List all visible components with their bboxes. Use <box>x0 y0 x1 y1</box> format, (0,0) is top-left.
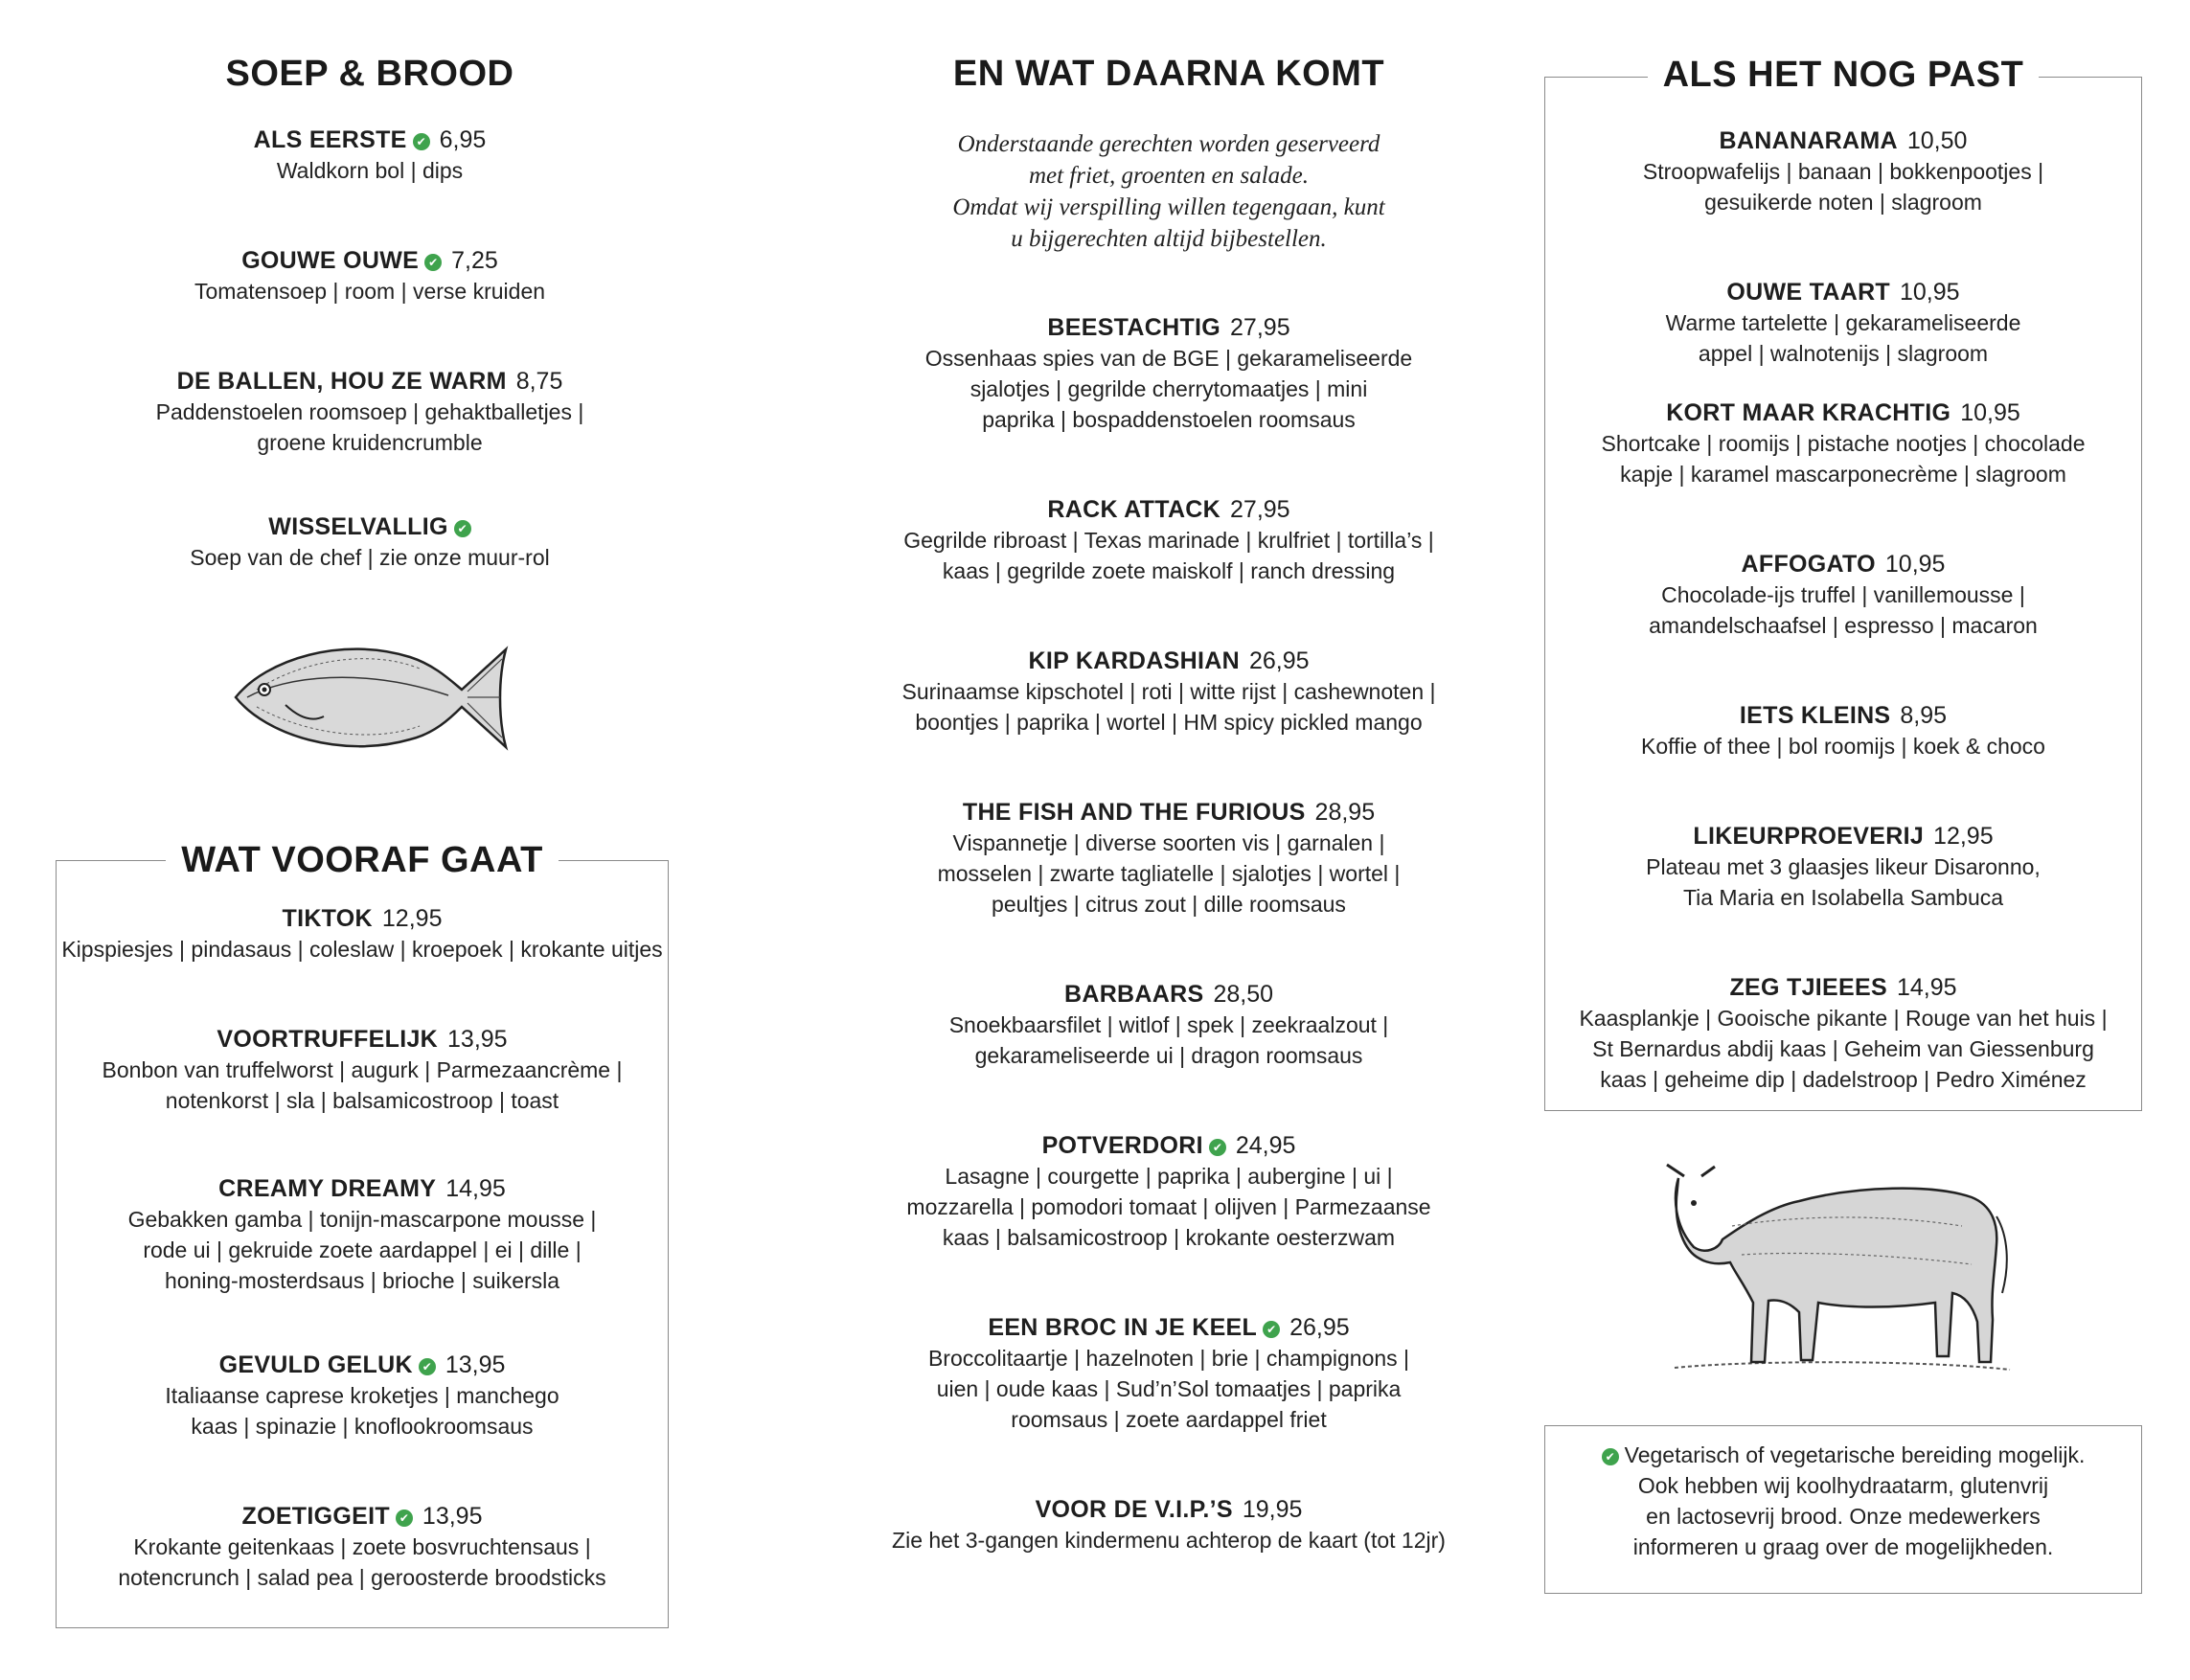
menu-item-description: Paddenstoelen roomsoep | gehaktballetjes | <box>155 399 584 424</box>
flatfish-icon <box>228 630 512 764</box>
menu-item-header <box>824 1130 1514 1161</box>
menu-item-price: 13,95 <box>422 1503 483 1530</box>
menu-item-description: kaas | gegrilde zoete maiskolf | ranch dressing <box>942 558 1396 583</box>
menu-item <box>824 494 1514 586</box>
menu-item-description: Gebakken gamba | tonijn-mascarpone mousse | <box>127 1207 597 1232</box>
note-text: en lactosevrij brood. Onze medewerkers <box>1646 1504 2041 1529</box>
menu-item-header <box>56 245 684 276</box>
menu-item-description: honing-mosterdsaus | brioche | suikersla <box>164 1268 560 1293</box>
menu-item-price: 26,95 <box>1248 647 1310 674</box>
menu-item-name: KORT MAAR KRACHTIG <box>1666 399 1951 426</box>
menu-item-name: BEESTACHTIG <box>1047 314 1221 341</box>
menu-item <box>1545 700 2141 761</box>
menu-item-header <box>56 125 684 155</box>
menu-item-name: BANANARAMA <box>1719 127 1898 154</box>
vegetarian-leaf-icon: ✔ <box>419 1358 436 1375</box>
menu-item-description: Koffie of thee | bol roomijs | koek & choco <box>1641 734 2045 759</box>
menu-item-header <box>57 1024 668 1055</box>
menu-item-description: roomsaus | zoete aardappel friet <box>1011 1407 1327 1432</box>
intro-text <box>824 128 1514 255</box>
cow-illustration <box>1655 1159 2019 1385</box>
menu-item-header <box>57 903 668 934</box>
menu-item-name: WISSELVALLIG <box>268 513 448 540</box>
menu-item-name: THE FISH AND THE FURIOUS <box>962 799 1306 826</box>
menu-item-description: Chocolade-ijs truffel | vanillemousse | <box>1661 582 2025 607</box>
menu-item-header <box>824 1494 1514 1525</box>
vegetarian-leaf-icon: ✔ <box>1209 1139 1226 1156</box>
menu-item-description: Kaasplankje | Gooische pikante | Rouge van het huis | <box>1579 1006 2108 1031</box>
menu-item <box>1545 397 2141 489</box>
menu-item <box>1545 972 2141 1095</box>
section-title-soep: SOEP & BROOD <box>225 54 514 94</box>
menu-item-description: kaas | geheime dip | dadelstroop | Pedro Ximénez <box>1600 1067 2087 1092</box>
menu-item-header <box>1545 821 2141 851</box>
cow-icon <box>1655 1159 2019 1385</box>
menu-item-description: gesuikerde noten | slagroom <box>1704 190 1982 215</box>
menu-item-header <box>824 797 1514 828</box>
menu-item-description: Zie het 3-gangen kindermenu achterop de kaart (tot 12jr) <box>892 1528 1446 1553</box>
section-als-het-nog-past <box>1544 55 2142 1111</box>
menu-item-header <box>1545 125 2141 156</box>
menu-item-description: mosselen | zwarte tagliatelle | sjalotjes | wortel | <box>937 861 1401 886</box>
menu-item-name: ZEG TJIEEES <box>1729 974 1887 1001</box>
menu-item-description: Tomatensoep | room | verse kruiden <box>194 279 546 304</box>
menu-item <box>1545 277 2141 369</box>
menu-item-description: Broccolitaartje | hazelnoten | brie | champignons | <box>927 1346 1410 1371</box>
menu-item-name: LIKEURPROEVERIJ <box>1693 823 1925 850</box>
menu-item-description: kaas | balsamicostroop | krokante oesterzwam <box>942 1225 1396 1250</box>
menu-item-name: ALS EERSTE <box>253 126 407 153</box>
vegetarian-leaf-icon: ✔ <box>413 133 430 150</box>
menu-item-price: 13,95 <box>447 1026 508 1053</box>
section-title-nagerecht <box>1545 55 2141 96</box>
menu-item-header <box>1545 972 2141 1003</box>
menu-item <box>56 511 684 573</box>
menu-item-description: amandelschaafsel | espresso | macaron <box>1649 613 2038 638</box>
menu-item-description: Warme tartelette | gekarameliseerde <box>1665 310 2021 335</box>
menu-item-header <box>1545 397 2141 428</box>
menu-item-price: 26,95 <box>1289 1314 1350 1341</box>
menu-item <box>824 1130 1514 1253</box>
menu-item-price: 28,50 <box>1213 981 1274 1008</box>
menu-item-description: kaas | spinazie | knoflookroomsaus <box>191 1414 534 1439</box>
menu-item <box>824 979 1514 1071</box>
menu-item-description: peultjes | citrus zout | dille roomsaus <box>992 892 1346 917</box>
menu-item-name: POTVERDORI <box>1041 1132 1203 1159</box>
menu-item-description: Italiaanse caprese kroketjes | manchego <box>165 1383 559 1408</box>
menu-item-description: mozzarella | pomodori tomaat | olijven | Parmezaanse <box>906 1194 1431 1219</box>
menu-item <box>57 1024 668 1116</box>
menu-item-description: Snoekbaarsfilet | witlof | spek | zeekraalzout | <box>948 1012 1389 1037</box>
menu-item-price: 27,95 <box>1230 496 1290 523</box>
menu-item-description: kapje | karamel mascarponecrème | slagroom <box>1620 462 2066 487</box>
menu-item-description: Kipspiesjes | pindasaus | coleslaw | kroepoek | krokante uitjes <box>61 937 663 962</box>
menu-item-description: notencrunch | salad pea | geroosterde broodsticks <box>118 1565 606 1590</box>
menu-item-price: 6,95 <box>439 126 487 153</box>
fish-illustration <box>228 630 512 764</box>
menu-item-description: Soep van de chef | zie onze muur-rol <box>190 545 550 570</box>
menu-item-price: 10,95 <box>1900 279 1960 306</box>
menu-item-price: 14,95 <box>445 1175 506 1202</box>
menu-item-description: paprika | bospaddenstoelen roomsaus <box>982 407 1356 432</box>
menu-item <box>824 646 1514 738</box>
menu-item-description: Shortcake | roomijs | pistache nootjes | chocolade <box>1601 431 2086 456</box>
menu-item <box>57 1350 668 1442</box>
menu-item-name: TIKTOK <box>282 905 373 932</box>
menu-item-header <box>824 1312 1514 1343</box>
menu-item <box>56 125 684 186</box>
menu-item-price: 14,95 <box>1896 974 1957 1001</box>
menu-item-header <box>1545 277 2141 307</box>
menu-item-description: notenkorst | sla | balsamicostroop | toast <box>165 1088 559 1113</box>
section-title-vooraf-text: WAT VOORAF GAAT <box>166 840 559 880</box>
menu-item-description: Krokante geitenkaas | zoete bosvruchtensaus | <box>133 1534 591 1559</box>
menu-item <box>56 245 684 306</box>
vegetarian-note <box>1544 1425 2142 1594</box>
menu-item-description: uien | oude kaas | Sud’n’Sol tomaatjes | paprika <box>936 1376 1402 1401</box>
menu-item-price: 10,95 <box>1884 551 1946 578</box>
menu-item-name: DE BALLEN, HOU ZE WARM <box>176 368 507 395</box>
menu-item-description: Tia Maria en Isolabella Sambuca <box>1682 885 2004 910</box>
menu-item-header <box>824 494 1514 525</box>
menu-item-name: VOORTRUFFELIJK <box>217 1026 439 1053</box>
menu-item-description: appel | walnotenijs | slagroom <box>1698 341 1989 366</box>
menu-item-name: BARBAARS <box>1063 981 1204 1008</box>
menu-item-header <box>1545 700 2141 731</box>
menu-item <box>1545 549 2141 641</box>
menu-item-price: 28,95 <box>1314 799 1376 826</box>
menu-item <box>824 312 1514 435</box>
menu-item-description: gekarameliseerde ui | dragon roomsaus <box>974 1043 1363 1068</box>
menu-item-price: 10,95 <box>1960 399 2020 426</box>
menu-item <box>824 797 1514 919</box>
vegetarian-leaf-icon: ✔ <box>396 1510 413 1527</box>
menu-item-description: Stroopwafelijs | banaan | bokkenpootjes | <box>1642 159 2044 184</box>
menu-item-price: 10,50 <box>1906 127 1968 154</box>
section-en-wat-daarna-komt <box>824 54 1514 1586</box>
menu-item-header <box>824 646 1514 676</box>
intro-line: Omdat wij verspilling willen tegengaan, kunt <box>952 194 1385 220</box>
menu-item-price: 19,95 <box>1242 1496 1303 1523</box>
note-text: Vegetarisch of vegetarische bereiding mogelijk. <box>1624 1442 2086 1467</box>
menu-item-price: 24,95 <box>1235 1132 1296 1159</box>
menu-item <box>824 1312 1514 1435</box>
section-title-nagerecht-text: ALS HET NOG PAST <box>1648 55 2040 95</box>
menu-item-header <box>56 366 684 397</box>
menu-item-name: GEVULD GELUK <box>218 1351 413 1378</box>
menu-item-description: groene kruidencrumble <box>257 430 483 455</box>
menu-item-price: 13,95 <box>445 1351 506 1378</box>
menu-item <box>56 366 684 458</box>
menu-item <box>1545 821 2141 913</box>
menu-item-name: OUWE TAART <box>1726 279 1890 306</box>
menu-item-name: GOUWE OUWE <box>241 247 420 274</box>
menu-item-description: boontjes | paprika | wortel | HM spicy pickled mango <box>915 710 1423 735</box>
menu-item-description: Surinaamse kipschotel | roti | witte rijst | cashewnoten | <box>901 679 1436 704</box>
menu-item <box>1545 125 2141 217</box>
menu-item-header <box>824 312 1514 343</box>
menu-item-name: AFFOGATO <box>1741 551 1876 578</box>
menu-item-name: CREAMY DREAMY <box>218 1175 437 1202</box>
menu-item <box>57 903 668 965</box>
section-wat-vooraf-gaat <box>56 840 669 1628</box>
menu-item-header <box>57 1173 668 1204</box>
menu-item <box>57 1173 668 1296</box>
vegetarian-leaf-icon: ✔ <box>1602 1448 1619 1465</box>
menu-item-description: Vispannetje | diverse soorten vis | garnalen | <box>952 830 1385 855</box>
note-line <box>1545 1501 2141 1532</box>
vegetarian-leaf-icon: ✔ <box>424 254 442 271</box>
menu-item-description: Lasagne | courgette | paprika | aubergine | ui | <box>945 1164 1393 1189</box>
note-line <box>1545 1532 2141 1562</box>
intro-line: met friet, groenten en salade. <box>1028 163 1310 189</box>
menu-item-description: Bonbon van truffelworst | augurk | Parmezaancrème | <box>102 1057 623 1082</box>
section-soep-brood <box>56 54 684 590</box>
note-line <box>1545 1440 2141 1470</box>
menu-item-name: RACK ATTACK <box>1047 496 1221 523</box>
menu-item-price: 12,95 <box>381 905 443 932</box>
menu-item-price: 12,95 <box>1933 823 1994 850</box>
menu-item-name: EEN BROC IN JE KEEL <box>988 1314 1258 1341</box>
menu-item-header <box>824 979 1514 1010</box>
menu-item-name: IETS KLEINS <box>1739 702 1891 729</box>
menu-item-name: ZOETIGGEIT <box>241 1503 390 1530</box>
menu-item-name: VOOR DE V.I.P.’S <box>1035 1496 1233 1523</box>
menu-item-header <box>56 511 684 542</box>
note-text: Ook hebben wij koolhydraatarm, glutenvrij <box>1637 1473 2049 1498</box>
menu-item-description: Waldkorn bol | dips <box>276 158 464 183</box>
note-text: informeren u graag over de mogelijkheden. <box>1632 1534 2054 1559</box>
menu-item-description: Plateau met 3 glaasjes likeur Disaronno, <box>1646 854 2041 879</box>
note-line <box>1545 1470 2141 1501</box>
vegetarian-leaf-icon: ✔ <box>1263 1321 1280 1338</box>
section-title-daarna: EN WAT DAARNA KOMT <box>952 54 1385 94</box>
menu-item-description: Gegrilde ribroast | Texas marinade | krulfriet | tortilla’s | <box>903 528 1434 553</box>
intro-line: Onderstaande gerechten worden geserveerd <box>957 131 1380 157</box>
menu-item-price: 7,25 <box>451 247 498 274</box>
menu-item-header <box>57 1350 668 1380</box>
menu-item-description: Ossenhaas spies van de BGE | gekarameliseerde <box>924 346 1413 371</box>
menu-item-description: sjalotjes | gegrilde cherrytomaatjes | mini <box>970 376 1368 401</box>
menu-item-header <box>57 1501 668 1532</box>
menu-item-name: KIP KARDASHIAN <box>1028 647 1240 674</box>
menu-item-description: rode ui | gekruide zoete aardappel | ei | dille | <box>143 1237 582 1262</box>
menu-item-description: St Bernardus abdij kaas | Geheim van Giessenburg <box>1592 1036 2094 1061</box>
menu-item-price: 8,75 <box>515 368 563 395</box>
menu-item <box>57 1501 668 1593</box>
section-title-vooraf <box>57 840 668 881</box>
intro-line: u bijgerechten altijd bijbestellen. <box>1011 226 1327 252</box>
menu-item-price: 27,95 <box>1230 314 1290 341</box>
menu-item-header <box>1545 549 2141 579</box>
vegetarian-leaf-icon: ✔ <box>454 520 471 537</box>
menu-item <box>824 1494 1514 1555</box>
menu-item-price: 8,95 <box>1900 702 1948 729</box>
